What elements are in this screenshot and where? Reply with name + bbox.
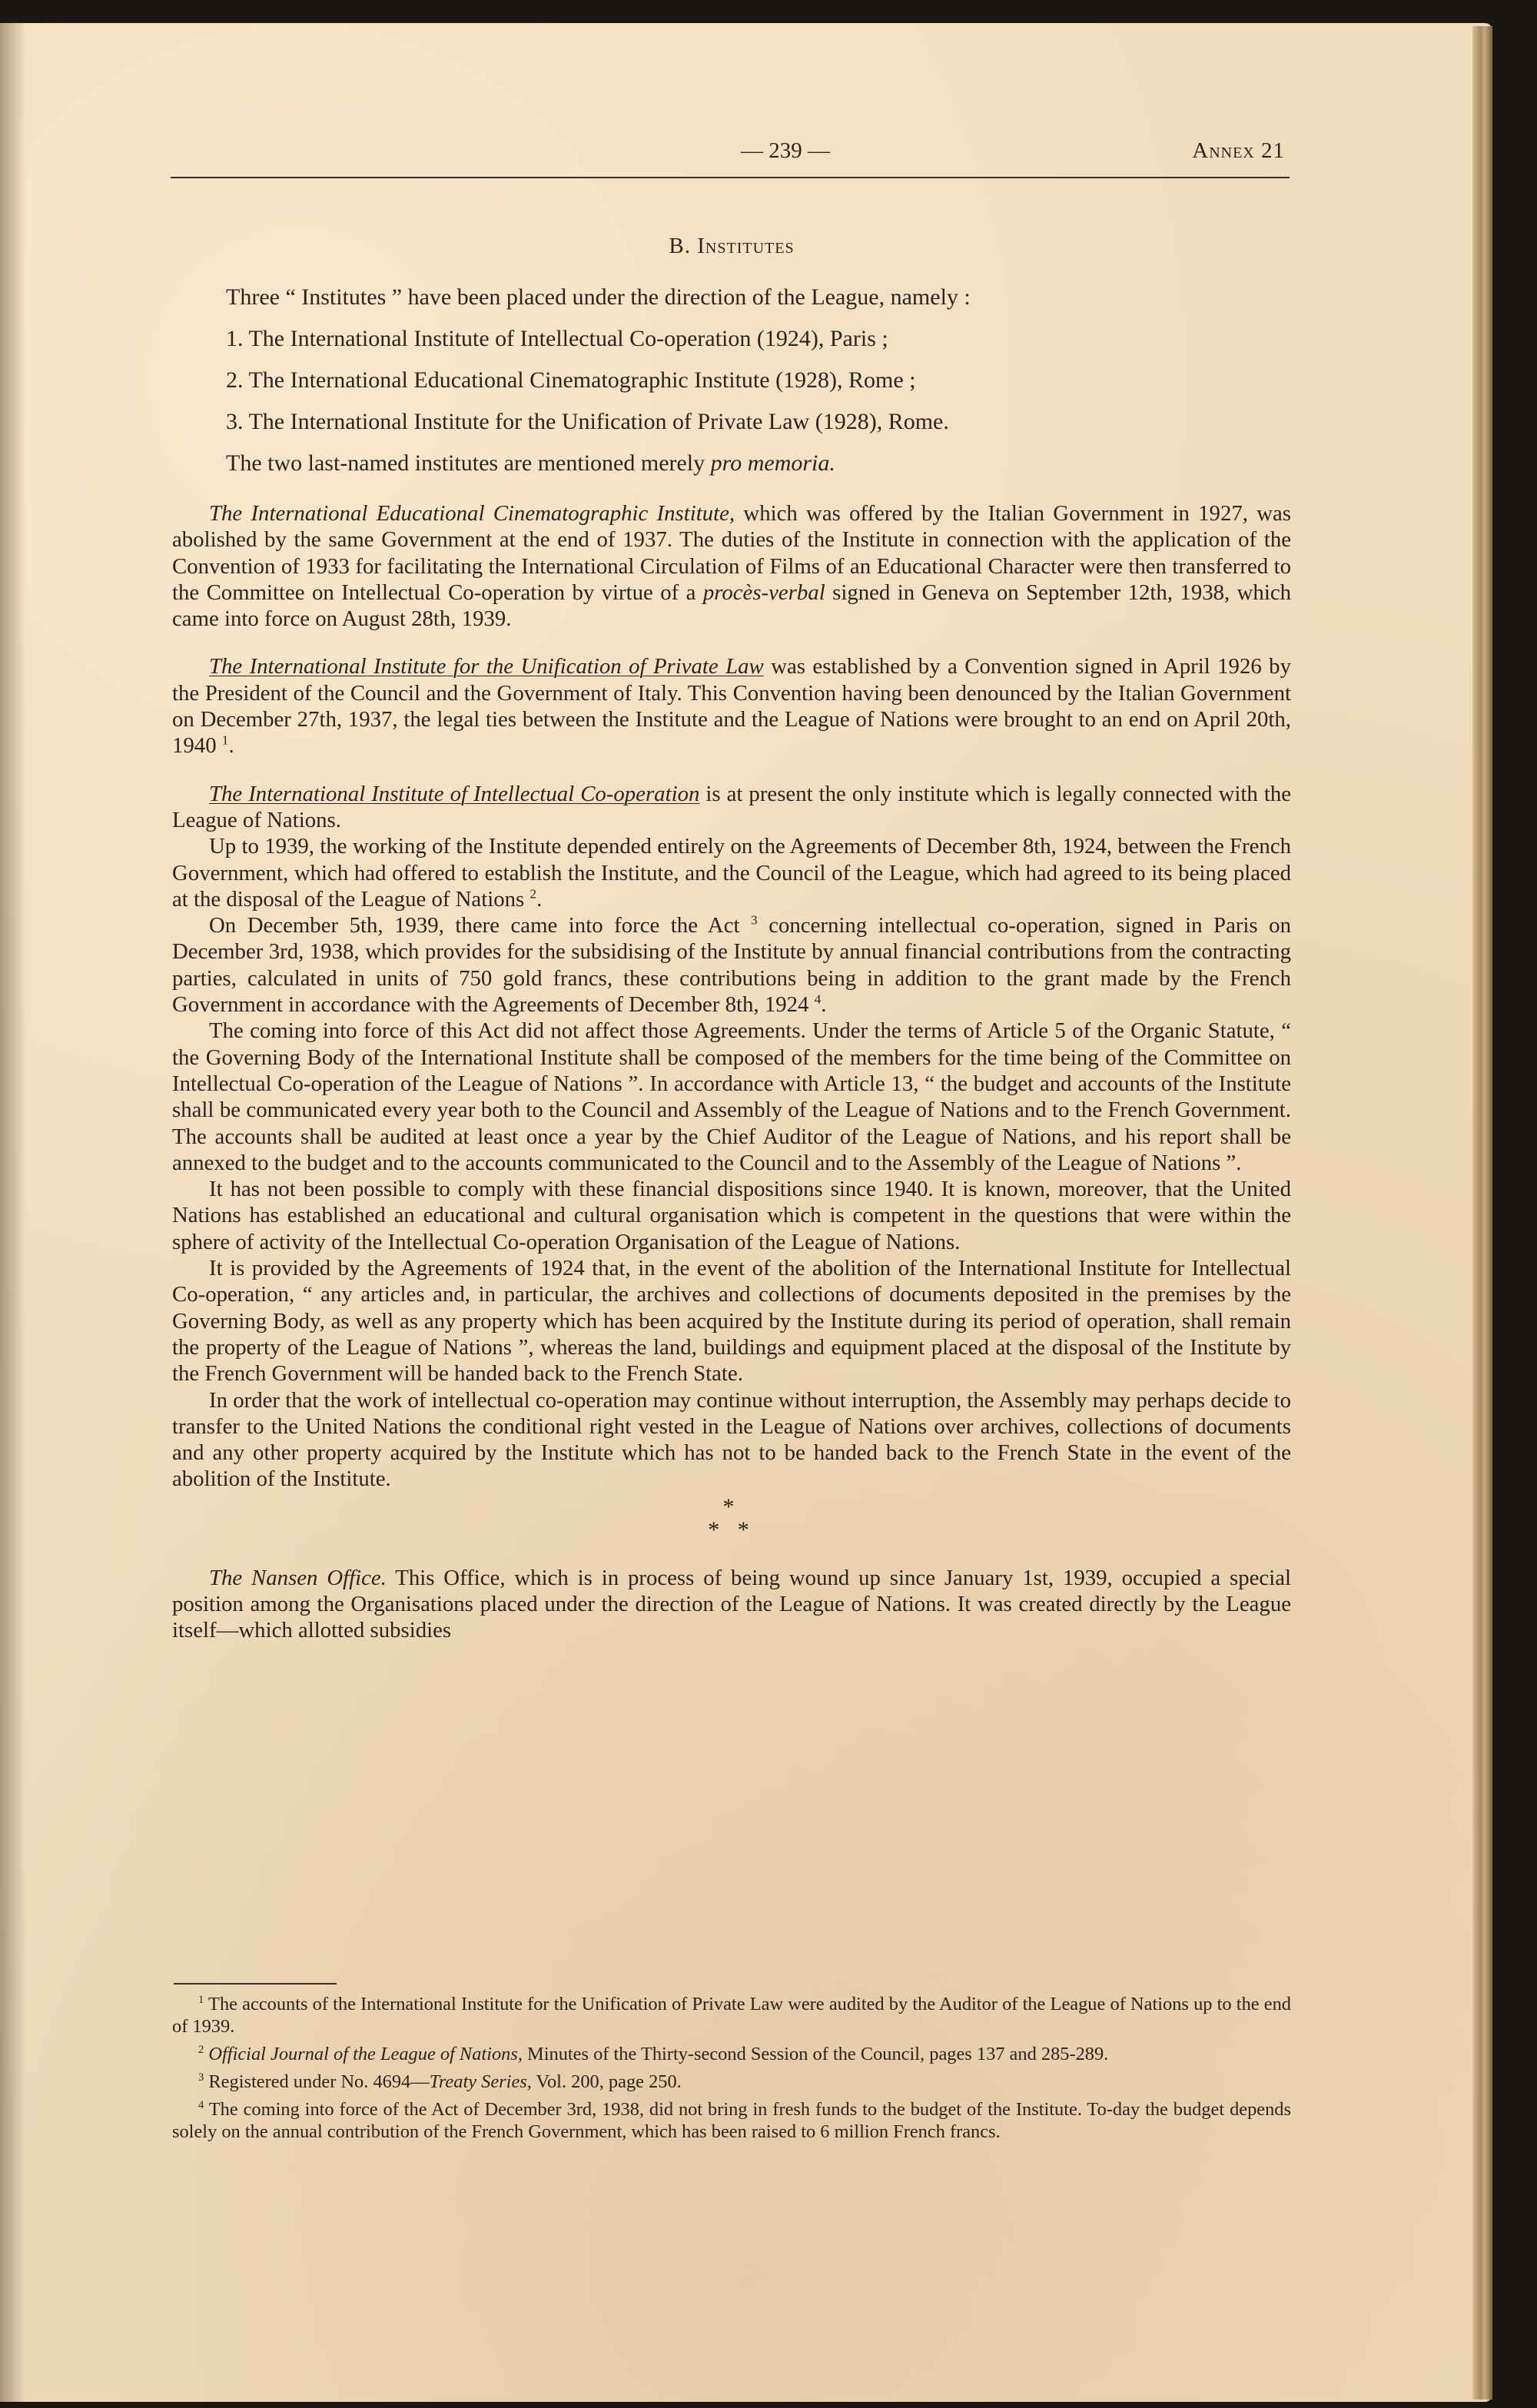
footnote-ref-4: 4 <box>814 991 822 1007</box>
list-item-1: 1. The International Institute of Intellectual Co-operation (1924), Paris ; <box>226 326 888 351</box>
paragraph-agreements-1924: Up to 1939, the working of the Institute depended entirely on the Agreements of December 8th, 1924, between the French Government, which had offered to establish the Institute, and the Council of the League, which had agreed to its being placed at the disposal of the League of Nations $^2$. <box>172 834 1291 912</box>
footnotes <box>172 1993 1291 2148</box>
paragraph-unification-institute: The International Institute for the Unification of Private Law was established by a Convention signed in April 1926 by the President of the Council and the Government of Italy. This Convention having been denounced by the Italian Government on December 27th, 1937, the legal ties between the Institute and the League of Nations were brought to an end on April 20th, 1940 $^1$. <box>172 654 1291 759</box>
footnote-ref-1: 1 <box>221 732 229 748</box>
paragraph-organic-statute: The coming into force of this Act did not affect those Agreements. Under the terms of Article 5 of the Organic Statute, “ the Governing Body of the International Institute shall be composed of the members for the time being of the Committee on Intellectual Co-operation of the League of Nations ”. In accordance with Article 13, “ the budget and accounts of the Institute shall be communicated every year both to the Council and Assembly of the League of Nations and to the French Government. The accounts shall be audited at least once a year by the Chief Auditor of the League of Nations, and his report shall be annexed to the budget and to the accounts communicated to the Council and to the Assembly of the League of Nations ”. <box>172 1018 1291 1175</box>
paragraph-abolition-property: It is provided by the Agreements of 1924 that, in the event of the abolition of the International Institute for Intellectual Co-operation, “ any articles and, in particular, the archives and collections of documents deposited in the premises by the Governing Body, as well as any property which has been acquired by the Institute during its period of operation, shall remain the property of the League of Nations ”, whereas the land, buildings and equipment placed at the disposal of the Institute by the French Government will be handed back to the French State. <box>172 1256 1291 1387</box>
list-lead: Three “ Institutes ” have been placed under the direction of the League, namely : <box>226 284 971 310</box>
section-letter: B. <box>669 234 691 258</box>
page-edge <box>1472 26 1492 2400</box>
section-heading <box>172 231 1291 261</box>
footnote-1: $^1$ The accounts of the International Institute for the Unification of Private Law were audited by the Auditor of the League of Nations up to the end of 1939. <box>172 1993 1291 2037</box>
running-head <box>171 135 1290 178</box>
institutes-list <box>172 281 1291 479</box>
footnote-ref-2: 2 <box>529 886 537 902</box>
paragraph-financial-dispositions: It has not been possible to comply with these financial dispositions since 1940. It is known, moreover, that the United Nations has established an educational and cultural organisation which is competent in the questions that were within the sphere of activity of the Intellectual Co-operation Organisation of the League of Nations. <box>172 1177 1291 1254</box>
paragraph-intellectual-institute: The International Institute of Intellectual Co-operation is at present the only institute which is legally connected with the League of Nations. <box>172 781 1292 832</box>
footnote-2: $^2$ Official Journal of the League of Nations, Minutes of the Thirty-second Session of the Council, pages 137 and 285-289. <box>198 2043 1109 2064</box>
paragraph-act-1939: On December 5th, 1939, there came into force the Act $^3$ concerning intellectual co-operation, signed in Paris on December 3rd, 1938, which provides for the subsidising of the Institute by annual financial contributions from the contracting parties, calculated in units of 750 gold francs, these contributions being in addition to the grant made by the French Government in accordance with the Agreements of December 8th, 1924 $^4$. <box>172 912 1291 1018</box>
separator-top-star: * <box>722 1493 741 1520</box>
footnote-4: $^4$ The coming into force of the Act of December 3rd, 1938, did not bring in fresh funds to the budget of the Institute. To-day the budget depends solely on the annual contribution of the French Government, which has been raised to 6 million French francs. <box>172 2098 1291 2142</box>
list-item-3: 3. The International Institute for the Unification of Private Law (1928), Rome. <box>226 409 949 434</box>
body-text <box>172 231 1291 1644</box>
list-item-2: 2. The International Educational Cinematographic Institute (1928), Rome ; <box>226 367 916 393</box>
footnote-rule <box>174 1983 337 1985</box>
annex-label: Annex 21 <box>1192 138 1285 163</box>
memoria-line: The two last-named institutes are mentioned merely pro memoria. <box>226 450 835 476</box>
footnote-3: $^3$ Registered under No. 4694—Treaty Series, Vol. 200, page 250. <box>198 2071 682 2092</box>
binding-gutter <box>0 23 26 2402</box>
paragraph-cinematographic-institute: The International Educational Cinematographic Institute, which was offered by the Italian Government in 1927, was abolished by the same Government at the end of 1937. The duties of the Institute in connection with the application of the Convention of 1933 for facilitating the International Circulation of Films of an Educational Character were then transferred to the Committee on Intellectual Co-operation by virtue of a procès-verbal signed in Geneva on September 12th, 1938, which came into force on August 28th, 1939. <box>172 501 1292 632</box>
page-number: — 239 — <box>741 138 830 163</box>
paragraph-nansen-office: The Nansen Office. This Office, which is in process of being wound up since January 1st, 1939, occupied a special position among the Organisations placed under the direction of the League of Nations. It was created directly by the League itself—which allotted subsidies <box>172 1565 1291 1643</box>
footnote-ref-3: 3 <box>751 912 758 928</box>
section-title: Institutes <box>697 234 795 258</box>
separator-bottom-stars: * * <box>708 1516 755 1543</box>
paragraph-transfer-rights: In order that the work of intellectual co-operation may continue without interruption, the Assembly may perhaps decide to transfer to the United Nations the conditional right vested in the League of Nations over archives, collections of documents and any other property acquired by the Institute which has not to be handed back to the French State in the event of the abolition of the Institute. <box>172 1387 1291 1492</box>
section-separator <box>172 1493 1291 1543</box>
